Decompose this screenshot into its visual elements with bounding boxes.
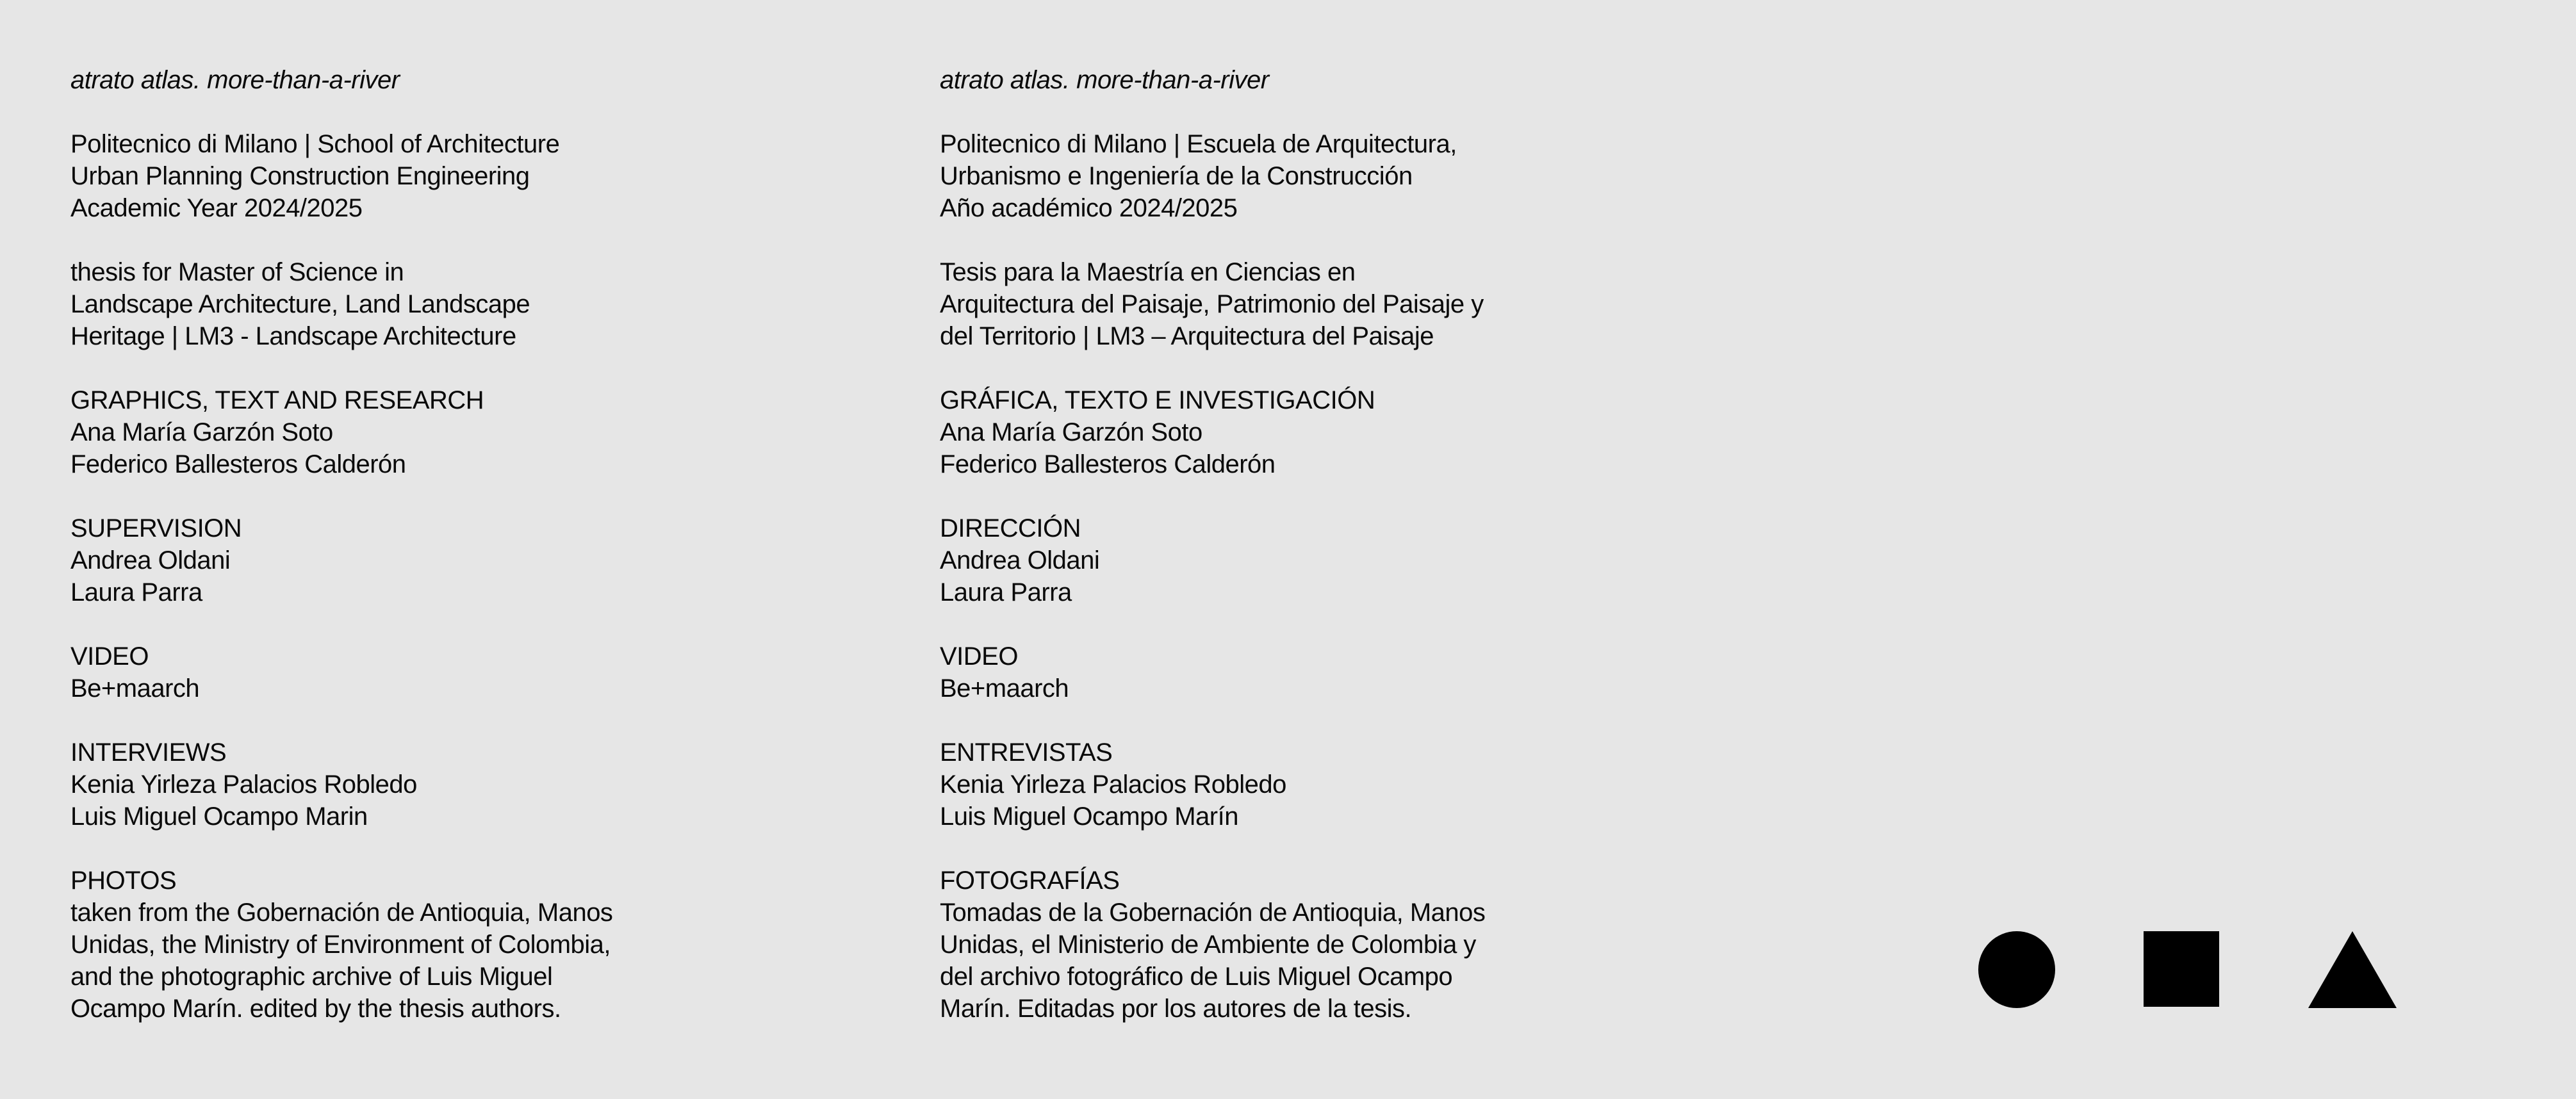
credit-line: Kenia Yirleza Palacios Robledo [940, 770, 1286, 799]
circle-icon [1978, 931, 2055, 1008]
institution-block [940, 128, 1657, 224]
credit-line: Ocampo Marín. edited by the thesis authors. [70, 995, 561, 1023]
authors-block [940, 384, 1657, 480]
section-heading: SUPERVISION [70, 514, 242, 542]
credit-line: Federico Ballesteros Calderón [70, 450, 406, 478]
section-heading: INTERVIEWS [70, 738, 227, 767]
credit-line: taken from the Gobernación de Antioquia, Manos [70, 899, 613, 927]
authors-block [70, 384, 775, 480]
thesis-block [940, 256, 1657, 352]
section-heading: FOTOGRAFÍAS [940, 867, 1120, 895]
institution-block [70, 128, 775, 224]
credit-line: Tomadas de la Gobernación de Antioquia, Manos [940, 899, 1486, 927]
credit-line: Urbanismo e Ingeniería de la Construcción [940, 162, 1413, 190]
credit-line: Año académico 2024/2025 [940, 194, 1238, 222]
credit-line: thesis for Master of Science in [70, 258, 404, 286]
video-block [940, 640, 1657, 704]
credit-line: del archivo fotográfico de Luis Miguel Ocampo [940, 963, 1453, 991]
credit-line: Andrea Oldani [940, 546, 1100, 574]
credit-line: Urban Planning Construction Engineering [70, 162, 530, 190]
thesis-block [70, 256, 775, 352]
credit-line: Arquitectura del Paisaje, Patrimonio del Paisaje y [940, 290, 1484, 318]
square-icon [2144, 931, 2219, 1007]
credit-line: Ana María Garzón Soto [70, 418, 333, 446]
section-heading: ENTREVISTAS [940, 738, 1113, 767]
credit-line: Unidas, el Ministerio de Ambiente de Colombia y [940, 931, 1476, 959]
section-heading: VIDEO [70, 642, 149, 671]
credit-line: Federico Ballesteros Calderón [940, 450, 1276, 478]
credits-column-spanish [940, 64, 1657, 1057]
supervision-block [940, 512, 1657, 608]
credit-line: Tesis para la Maestría en Ciencias en [940, 258, 1356, 286]
credit-line: Luis Miguel Ocampo Marín [940, 802, 1238, 831]
credit-line: Politecnico di Milano | School of Architecture [70, 130, 560, 158]
photos-block [940, 865, 1657, 1025]
credit-line: Heritage | LM3 - Landscape Architecture [70, 322, 516, 350]
interviews-block [70, 737, 775, 833]
credit-line: Laura Parra [940, 578, 1072, 606]
supervision-block [70, 512, 775, 608]
section-heading: GRÁFICA, TEXTO E INVESTIGACIÓN [940, 386, 1375, 414]
section-heading: GRAPHICS, TEXT AND RESEARCH [70, 386, 484, 414]
section-heading: DIRECCIÓN [940, 514, 1081, 542]
shape-symbols [1978, 931, 2397, 1008]
credit-line: Landscape Architecture, Land Landscape [70, 290, 530, 318]
credit-line: Andrea Oldani [70, 546, 231, 574]
triangle-icon [2308, 931, 2397, 1008]
credit-line: Be+maarch [70, 674, 200, 703]
credit-line: Be+maarch [940, 674, 1069, 703]
document-title: atrato atlas. more-than-a-river [940, 66, 1269, 94]
document-title: atrato atlas. more-than-a-river [70, 66, 400, 94]
credit-line: Kenia Yirleza Palacios Robledo [70, 770, 417, 799]
interviews-block [940, 737, 1657, 833]
credit-line: Academic Year 2024/2025 [70, 194, 363, 222]
credit-line: del Territorio | LM3 – Arquitectura del Paisaje [940, 322, 1434, 350]
credit-line: Luis Miguel Ocampo Marin [70, 802, 368, 831]
credit-line: Ana María Garzón Soto [940, 418, 1202, 446]
section-heading: VIDEO [940, 642, 1018, 671]
credit-line: Laura Parra [70, 578, 202, 606]
credit-line: Marín. Editadas por los autores de la tesis. [940, 995, 1412, 1023]
section-heading: PHOTOS [70, 867, 177, 895]
photos-block [70, 865, 775, 1025]
credit-line: and the photographic archive of Luis Miguel [70, 963, 553, 991]
credit-line: Politecnico di Milano | Escuela de Arquitectura, [940, 130, 1457, 158]
video-block [70, 640, 775, 704]
credits-column-english [70, 64, 775, 1057]
credit-line: Unidas, the Ministry of Environment of Colombia, [70, 931, 611, 959]
